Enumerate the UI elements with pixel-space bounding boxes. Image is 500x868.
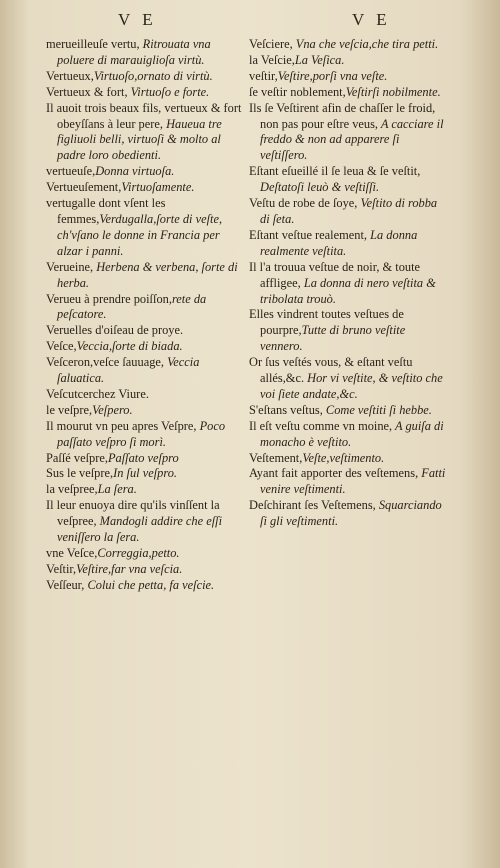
entry-italian: Veſtito di robba di ſeta. xyxy=(260,196,438,226)
entry-french: la veſpree, xyxy=(46,482,98,497)
dictionary-entry xyxy=(46,180,246,196)
entry-french: Il auoit trois beaux fils, vertueux & fort obeyſſans à leur pere, xyxy=(46,100,242,131)
entry-italian: Correggia,petto. xyxy=(97,546,180,560)
entry-italian: A cacciare il freddo & non ad apparere ſi veſtiſſero. xyxy=(260,116,444,163)
entry-italian: Veſpero. xyxy=(92,402,133,417)
entry-french: S'eſtans veſtus, xyxy=(249,402,323,417)
dictionary-entry xyxy=(46,164,246,180)
entry-italian: Veſtire,porſi vna veſte. xyxy=(277,68,388,83)
dictionary-entry xyxy=(46,562,246,578)
running-head xyxy=(0,10,500,32)
entry-french: Veſſeur, xyxy=(46,577,85,592)
entry-italian: Poco paſſato veſpro ſi morì. xyxy=(57,418,226,449)
entry-french: Veſceron,veſce ſauuage, xyxy=(46,355,164,370)
entry-italian: Colui che petta, fa veſcie. xyxy=(84,577,215,592)
dictionary-entry xyxy=(46,339,246,355)
entry-italian: Veſtirſi nobilmente. xyxy=(345,84,441,99)
entry-italian: La ſera. xyxy=(97,482,137,497)
entry-french: vertueuſe, xyxy=(46,164,96,179)
entry-french: Vertueux & fort, xyxy=(46,84,128,99)
entry-italian: Veſtire,far vna veſcia. xyxy=(76,561,183,576)
dictionary-entry xyxy=(46,196,246,260)
entry-italian: Paſſato veſpro xyxy=(107,450,179,465)
dictionary-entry xyxy=(46,578,246,594)
dictionary-entry xyxy=(249,69,449,85)
dictionary-entry xyxy=(46,37,246,69)
dictionary-entry xyxy=(46,387,246,403)
entry-french: Sus le veſpre, xyxy=(46,466,114,481)
entry-french: Eſtant veſtue realement, xyxy=(249,227,368,242)
entry-italian: Vna che veſcia,che tira petti. xyxy=(292,37,439,51)
right-column xyxy=(249,37,449,530)
entry-french: Ils ſe Veſtirent afin de chaſſer le froid, non pas pour eſtre veus, xyxy=(249,100,436,131)
entry-french: Verueu à prendre poiſſon, xyxy=(46,291,172,306)
entry-italian: Virtuoſo,ornato di virtù. xyxy=(93,68,213,83)
entry-italian: Hor vi veſtite, & veſtito che voi ſiete andate,&c. xyxy=(260,371,443,401)
dictionary-entry xyxy=(249,451,449,467)
entry-italian: Squarciando ſi gli veſtimenti. xyxy=(260,498,442,529)
entry-french: Veſciere, xyxy=(249,37,293,51)
dictionary-entry xyxy=(46,69,246,85)
dictionary-entry xyxy=(249,228,449,260)
dictionary-entry xyxy=(46,292,246,324)
entry-italian: La donna realmente veſtita. xyxy=(260,227,418,258)
dictionary-entry xyxy=(46,482,246,498)
entry-french: Il eſt veſtu comme vn moine, xyxy=(249,418,393,433)
dictionary-entry xyxy=(46,260,246,292)
entry-italian: A guiſa di monacho è veſtito. xyxy=(260,418,444,449)
entry-italian: Veccia ſaluatica. xyxy=(57,355,200,386)
entry-french: Eſtant eſueillé il ſe leua & ſe veſtit, xyxy=(249,164,421,179)
dictionary-entry xyxy=(46,101,246,165)
running-head-right: V E xyxy=(352,10,391,29)
dictionary-entry xyxy=(46,466,246,482)
entry-italian: Ritrouata vna poluere di marauiglioſa virtù. xyxy=(57,37,211,67)
entry-french: Vertueuſement, xyxy=(46,180,122,195)
entry-italian: Tutte di bruno veſtite vennero. xyxy=(260,323,406,354)
dictionary-entry xyxy=(249,466,449,498)
dictionary-entry xyxy=(46,323,246,339)
entry-italian: Fatti venire veſtimenti. xyxy=(260,466,446,497)
entry-french: Verueine, xyxy=(46,259,94,274)
dictionary-entry xyxy=(46,403,246,419)
dictionary-entry xyxy=(46,355,246,387)
entry-french: Vertueux, xyxy=(46,68,94,83)
entry-french: merueilleuſe vertu, xyxy=(46,37,140,51)
dictionary-entry xyxy=(46,498,246,546)
entry-italian: rete da peſcatore. xyxy=(57,291,207,322)
entry-french: Paſſé veſpre, xyxy=(46,450,108,465)
dictionary-entry xyxy=(249,260,449,308)
entry-italian: Mandogli addire che eſſi veniſſero la ſera. xyxy=(57,514,223,545)
dictionary-entry xyxy=(249,164,449,196)
dictionary-entry xyxy=(249,403,449,419)
entry-italian: Virtuoſo e forte. xyxy=(127,84,210,99)
entry-italian: Deſtatoſi leuò & veſtiſſi. xyxy=(260,180,380,195)
entry-italian: Veccia,ſorte di biada. xyxy=(76,339,183,354)
entry-italian: Veſte,veſtimento. xyxy=(302,450,385,465)
entry-french: Veſtu de robe de ſoye, xyxy=(249,196,358,211)
entry-french: veſtir, xyxy=(249,68,278,83)
entry-french: la Veſcie, xyxy=(249,52,295,67)
entry-french: le veſpre, xyxy=(46,402,93,417)
entry-french: Veſtement, xyxy=(249,450,303,465)
dictionary-entry xyxy=(249,196,449,228)
running-head-left: V E xyxy=(118,10,157,29)
dictionary-entry xyxy=(249,53,449,69)
dictionary-entry xyxy=(249,85,449,101)
entry-italian: Virtuoſamente. xyxy=(121,180,195,195)
dictionary-entry xyxy=(249,355,449,403)
dictionary-entry xyxy=(249,307,449,355)
entry-french: Il l'a trouua veſtue de noir, & toute affligee, xyxy=(249,259,421,290)
entry-french: Veſce, xyxy=(46,339,77,354)
entry-italian: Donna virtuoſa. xyxy=(95,164,175,179)
entry-italian: Verdugalla,ſorte di veſte, ch'vſano le donne in Francia per alzar i panni. xyxy=(57,211,223,258)
dictionary-entry xyxy=(249,498,449,530)
dictionary-entry xyxy=(249,37,449,53)
entry-french: Elles vindrent toutes veſtues de pourpre, xyxy=(249,307,404,338)
dictionary-entry xyxy=(249,101,449,165)
entry-italian: Haueua tre figliuoli belli, virtuoſi & molto al padre loro obedienti. xyxy=(57,116,222,163)
entry-italian: La donna di nero veſtita & tribolata trouò. xyxy=(260,275,436,306)
entry-french: Il mourut vn peu apres Veſpre, xyxy=(46,418,197,433)
entry-french: Veruelles d'oiſeau de proye. xyxy=(46,323,184,338)
entry-french: vertugalle dont vſent les femmes, xyxy=(46,196,166,226)
entry-french: Ayant fait apporter des veſtemens, xyxy=(249,466,419,481)
dictionary-entry xyxy=(46,85,246,101)
entry-french: vne Veſce, xyxy=(46,546,98,560)
dictionary-entry xyxy=(249,419,449,451)
entry-italian: Come veſtiti ſi hebbe. xyxy=(322,402,432,417)
entry-french: Il leur enuoya dire qu'ils vinſſent la veſpree, xyxy=(46,498,220,529)
entry-french: Veſcutcerchez Viure. xyxy=(46,386,149,401)
entry-french: Veſtir, xyxy=(46,561,77,576)
dictionary-entry xyxy=(46,546,246,562)
entry-italian: Herbena & verbena, ſorte di herba. xyxy=(57,259,238,290)
entry-french: Deſchirant ſes Veſtemens, xyxy=(249,498,376,513)
entry-italian: La Veſica. xyxy=(294,52,345,67)
left-column xyxy=(46,37,246,594)
entry-french: Or ſus veſtés vous, & eſtant veſtu allés,&c. xyxy=(249,355,413,386)
dictionary-entry xyxy=(46,451,246,467)
entry-italian: In ſul veſpro. xyxy=(113,466,177,481)
dictionary-entry xyxy=(46,419,246,451)
entry-french: ſe veſtir noblement, xyxy=(249,84,346,99)
